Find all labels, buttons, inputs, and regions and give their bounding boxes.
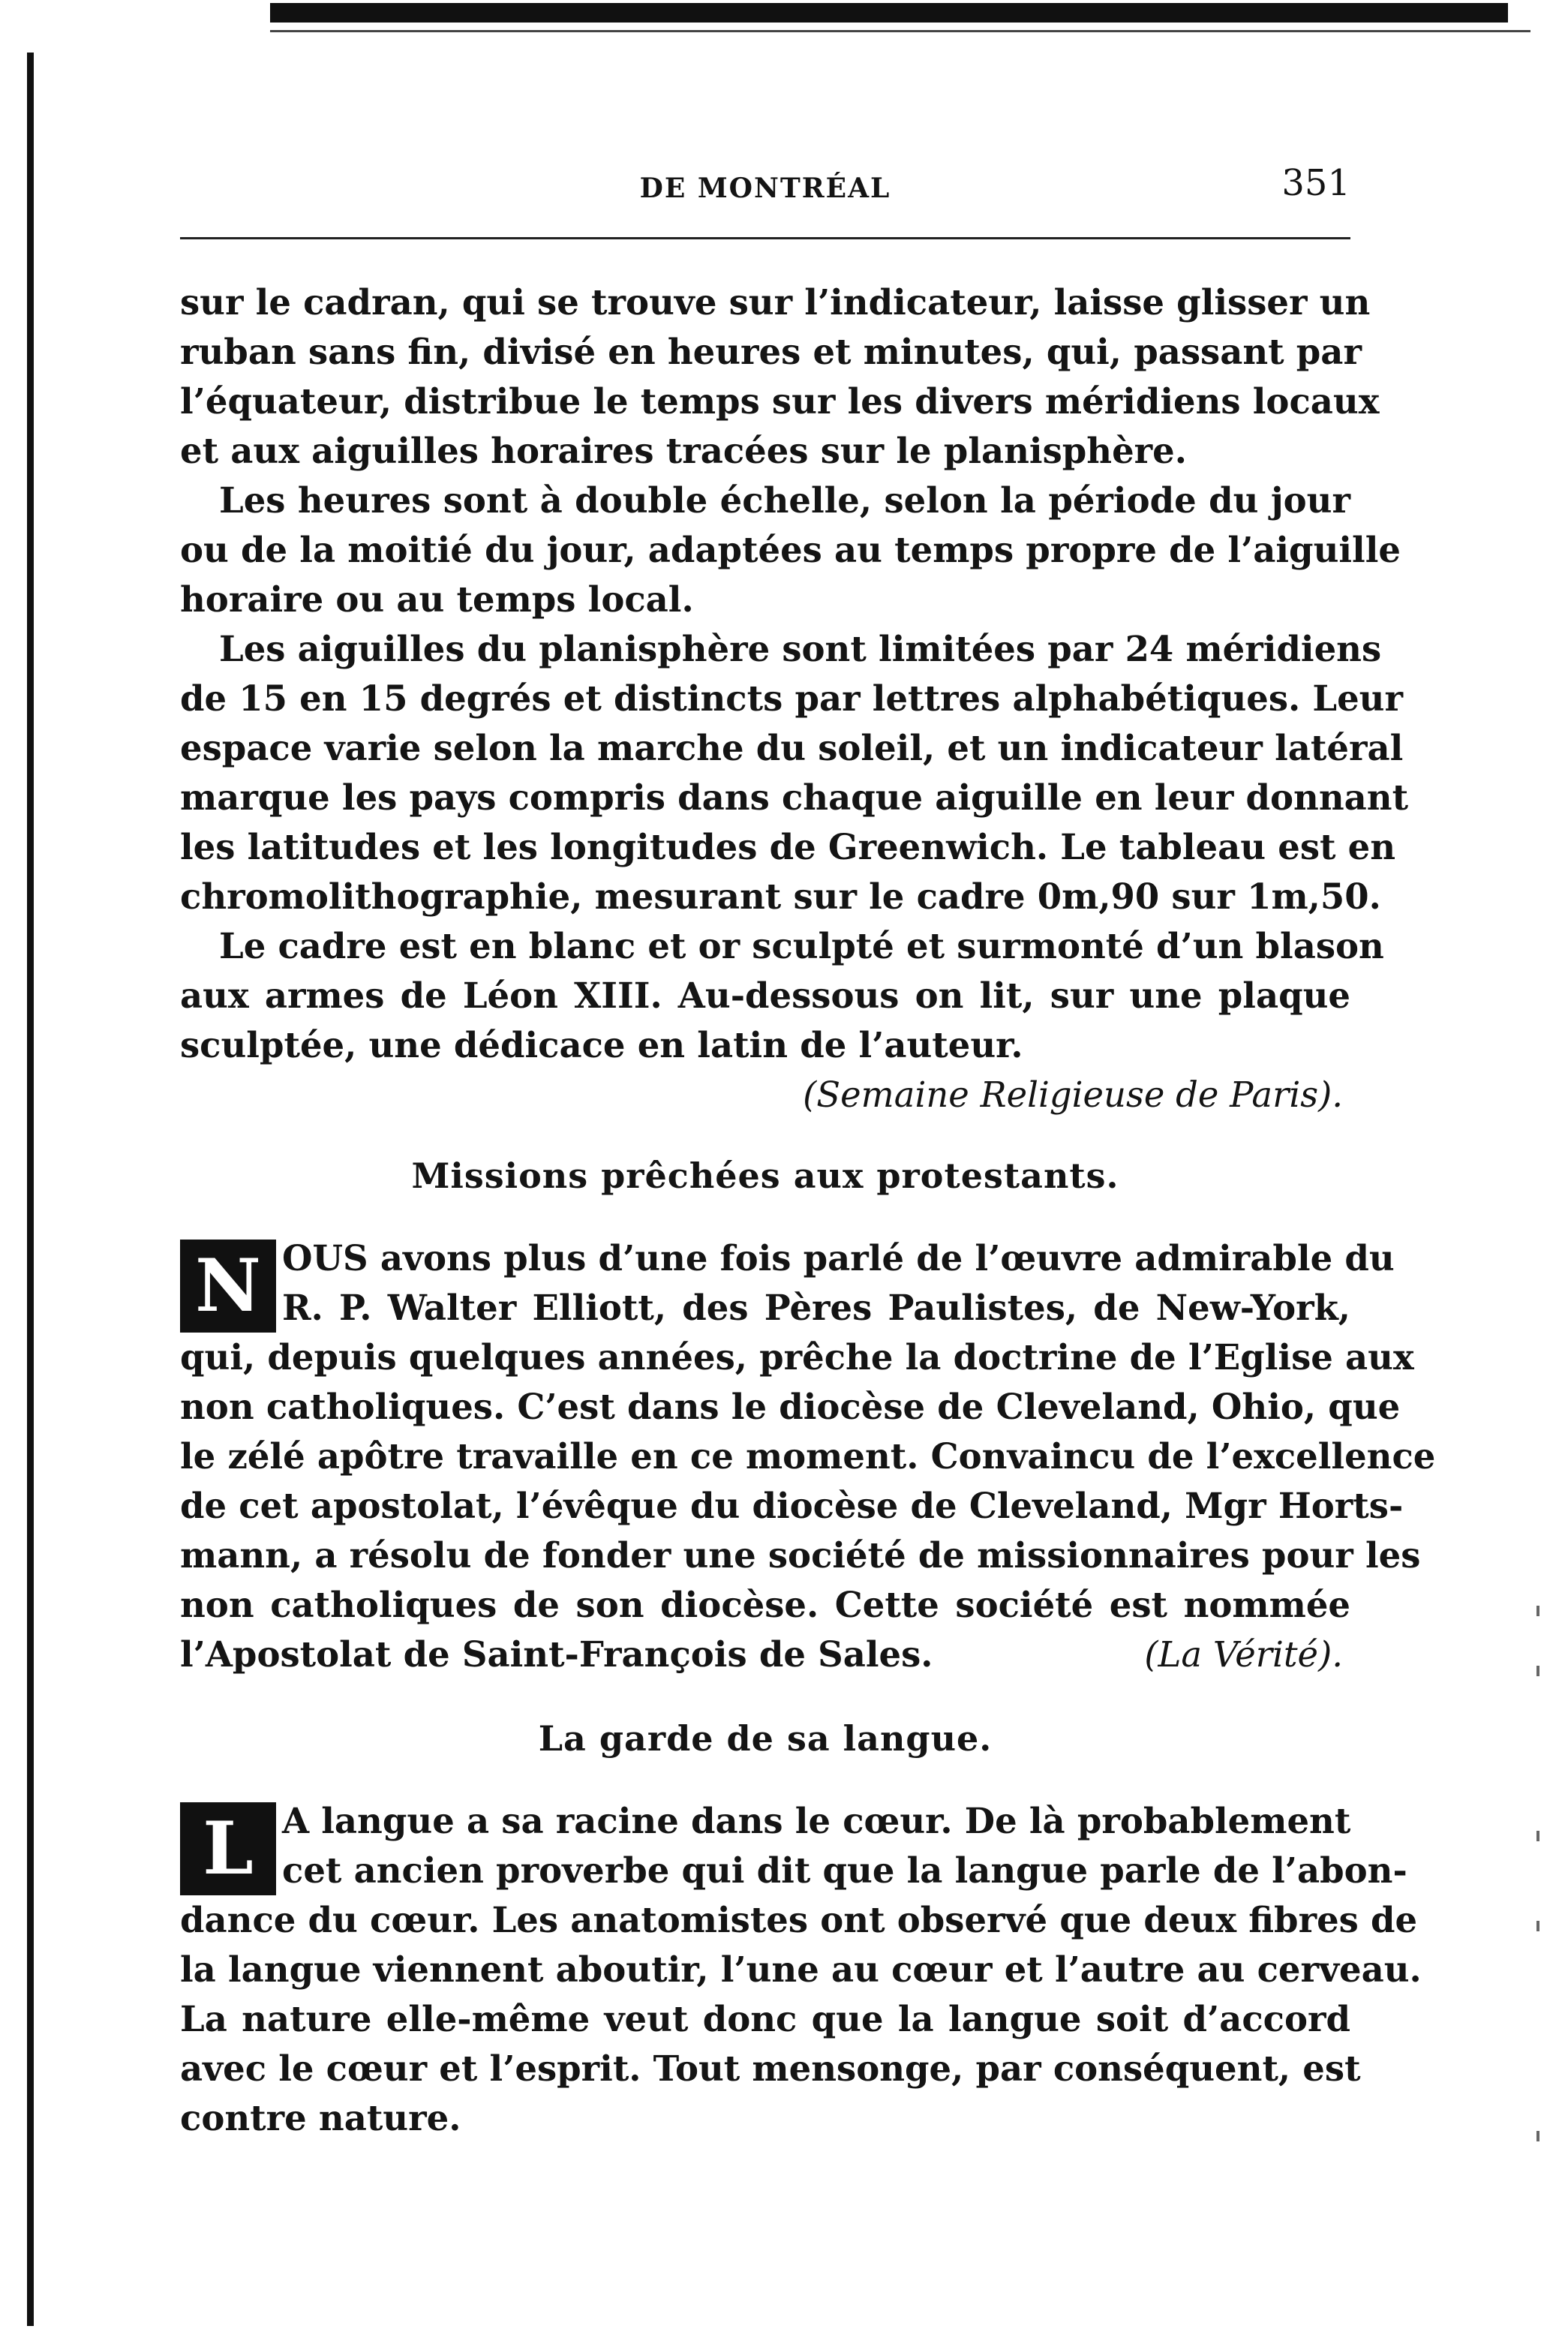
- text-line: les latitudes et les longitudes de Greenwich. Le tableau est en: [180, 826, 1396, 867]
- text-line: ou de la moitié du jour, adaptées au temps propre de l’aiguille: [180, 529, 1401, 570]
- speck: [1536, 1831, 1539, 1841]
- text-line: dance du cœur. Les anatomistes ont observé que deux fibres de: [180, 1899, 1418, 1940]
- text-line: sur le cadran, qui se trouve sur l’indicateur, laisse glisser un: [180, 281, 1371, 323]
- text-line: l’Apostolat de Saint-François de Sales.: [180, 1633, 933, 1675]
- running-head: DE MONTRÉAL: [639, 173, 891, 204]
- text-line: La nature elle-même veut donc que la langue soit d’accord: [180, 1998, 1350, 2039]
- speck: [1536, 1666, 1539, 1676]
- text-line: OUS avons plus d’une fois parlé de l’œuvre admirable du: [282, 1237, 1395, 1279]
- text-line: horaire ou au temps local.: [180, 578, 694, 620]
- source-citation: (La Vérité).: [1144, 1634, 1343, 1675]
- article-langue-paragraph: [180, 1796, 1422, 2143]
- text-line: ruban sans fin, divisé en heures et minutes, qui, passant par: [180, 331, 1362, 372]
- text-line: l’équateur, distribue le temps sur les divers méridiens locaux: [180, 380, 1380, 422]
- text-line: marque les pays compris dans chaque aiguille en leur donnant: [180, 777, 1409, 818]
- text-line: mann, a résolu de fonder une société de missionnaires pour les: [180, 1534, 1421, 1576]
- text-line: R. P. Walter Elliott, des Pères Paulistes, de New-York,: [282, 1287, 1350, 1328]
- text-line: Les heures sont à double échelle, selon la période du jour: [219, 479, 1350, 521]
- article-clock-paragraph-3: [180, 624, 1409, 921]
- speck: [1536, 2131, 1539, 2141]
- scan-specks: [1530, 1606, 1545, 2206]
- text-line: sculptée, une dédicace en latin de l’auteur.: [180, 1024, 1023, 1065]
- article-missions-paragraph: [180, 1234, 1436, 1679]
- section-title-missions: Missions prêchées aux protestants.: [411, 1155, 1119, 1196]
- page-number: 351: [1281, 162, 1350, 204]
- text-line: qui, depuis quelques années, prêche la doctrine de l’Eglise aux: [180, 1336, 1414, 1378]
- dropcap-ornament-n: N: [180, 1240, 276, 1333]
- section-title-langue: La garde de sa langue.: [538, 1718, 993, 1759]
- article-clock-paragraph-2: [180, 476, 1401, 624]
- text-line: Le cadre est en blanc et or sculpté et surmonté d’un blason: [219, 925, 1384, 966]
- text-line: et aux aiguilles horaires tracées sur le planisphère.: [180, 430, 1187, 471]
- scan-top-band: [270, 3, 1508, 23]
- text-line: avec le cœur et l’esprit. Tout mensonge, par conséquent, est: [180, 2048, 1361, 2089]
- text-line: non catholiques de son diocèse. Cette société est nommée: [180, 1584, 1350, 1625]
- speck: [1536, 1921, 1539, 1931]
- text-line: la langue viennent aboutir, l’une au cœur et l’autre au cerveau.: [180, 1949, 1422, 1990]
- speck: [1536, 1606, 1539, 1616]
- text-line: de cet apostolat, l’évêque du diocèse de Cleveland, Mgr Horts-: [180, 1485, 1404, 1526]
- source-citation: (Semaine Religieuse de Paris).: [803, 1074, 1343, 1115]
- text-line: Les aiguilles du planisphère sont limitées par 24 méridiens: [219, 628, 1382, 669]
- page-header: [180, 162, 1350, 218]
- text-line: chromolithographie, mesurant sur le cadre 0m,90 sur 1m,50.: [180, 876, 1381, 917]
- text-line: non catholiques. C’est dans le diocèse de Cleveland, Ohio, que: [180, 1386, 1401, 1427]
- text-line: le zélé apôtre travaille en ce moment. Convaincu de l’excellence: [180, 1435, 1436, 1477]
- article-clock-paragraph-4: [180, 921, 1384, 1070]
- dropcap-ornament-l: L: [180, 1802, 276, 1895]
- text-line: de 15 en 15 degrés et distincts par lettres alphabétiques. Leur: [180, 678, 1403, 719]
- text-line: A langue a sa racine dans le cœur. De là probablement: [282, 1800, 1351, 1841]
- closing-line: [180, 1630, 1350, 1679]
- article-clock-paragraph-1: [180, 278, 1380, 476]
- page-body: [180, 278, 1436, 2143]
- text-line: contre nature.: [180, 2097, 461, 2138]
- text-line: aux armes de Léon XIII. Au-dessous on lit, sur une plaque: [180, 975, 1350, 1016]
- scan-left-edge: [27, 53, 34, 2326]
- text-line: espace varie selon la marche du soleil, et un indicateur latéral: [180, 727, 1404, 768]
- text-line: cet ancien proverbe qui dit que la langue parle de l’abon-: [282, 1850, 1407, 1891]
- header-rule: [180, 237, 1350, 239]
- scan-top-line: [270, 30, 1530, 32]
